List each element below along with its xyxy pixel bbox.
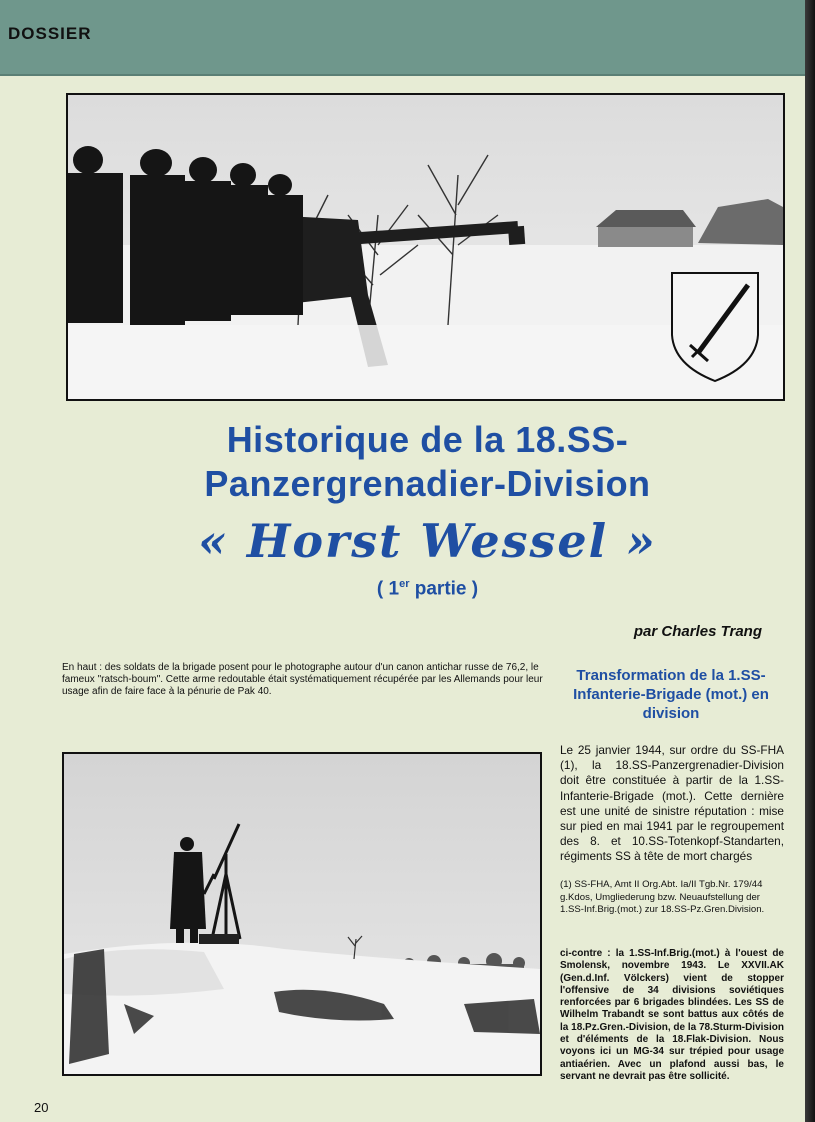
bottom-photo: [62, 752, 542, 1076]
header-band: [0, 0, 805, 76]
section-label: DOSSIER: [8, 24, 92, 43]
body-text: Le 25 janvier 1944, sur ordre du SS-FHA (1), la 18.SS-Panzergrenadier-Division doit être constituée à partir de la 1.SS-Infanterie-Brigade (mot.). Cette dernière est une unité de sinistre réputation : mise sur pied en mai 1941 par le regroupement des 8. et 10.SS-Totenkopf-Standarten, régiments SS à tête de mort chargés: [560, 743, 784, 864]
caption-top-photo: En haut : des soldats de la brigade posent pour le photographe autour d'un canon antichar russe de 76,2, le fameux "ratsch-boum". Cette arme redoutable était systématiquement récupérée par les Allemands pour leur usage afin de faire face à la pénurie de Pak 40.: [62, 662, 543, 697]
top-photo: [66, 93, 785, 401]
section-heading: Transformation de la 1.SS-Infanterie-Brigade (mot.) en division: [573, 667, 769, 722]
byline: par Charles Trang: [633, 623, 762, 640]
part-label: ( 1er partie ): [376, 578, 479, 600]
page-number: 20: [34, 1100, 49, 1115]
article-title: [60, 418, 795, 600]
title-line-1: Historique de la 18.SS-: [226, 419, 629, 460]
page-edge: [805, 0, 815, 1122]
title-division-name: « Horst Wessel »: [198, 514, 657, 568]
caption-bottom-photo: ci-contre : la 1.SS-Inf.Brig.(mot.) à l'ouest de Smolensk, novembre 1943. Le XXVII.AK (Gen.d.Inf. Völckers) vient de stopper l'offensive de 34 divisions soviétiques renforcées par 6 brigades blindées. Les SS de Wilhelm Trabandt se sont battus aux côtés de la 18.Pz.Gren.-Division, de la 78.Sturm-Division et d'éléments de la 18.Flak-Division. Nous voyons ici un MG-34 sur trépied pour usage antiaérien. Avec un plafond aussi bas, le servant ne devrait pas être sollicité.: [560, 948, 784, 1082]
title-line-2: Panzergrenadier-Division: [204, 463, 651, 504]
footnote: (1) SS-FHA, Amt II Org.Abt. Ia/II Tgb.Nr. 179/44 g.Kdos, Umgliederung bzw. Neuaufstellung der 1.SS-Inf.Brig.(mot.) zur 18.SS-Pz.Gren.Division.: [560, 879, 765, 915]
